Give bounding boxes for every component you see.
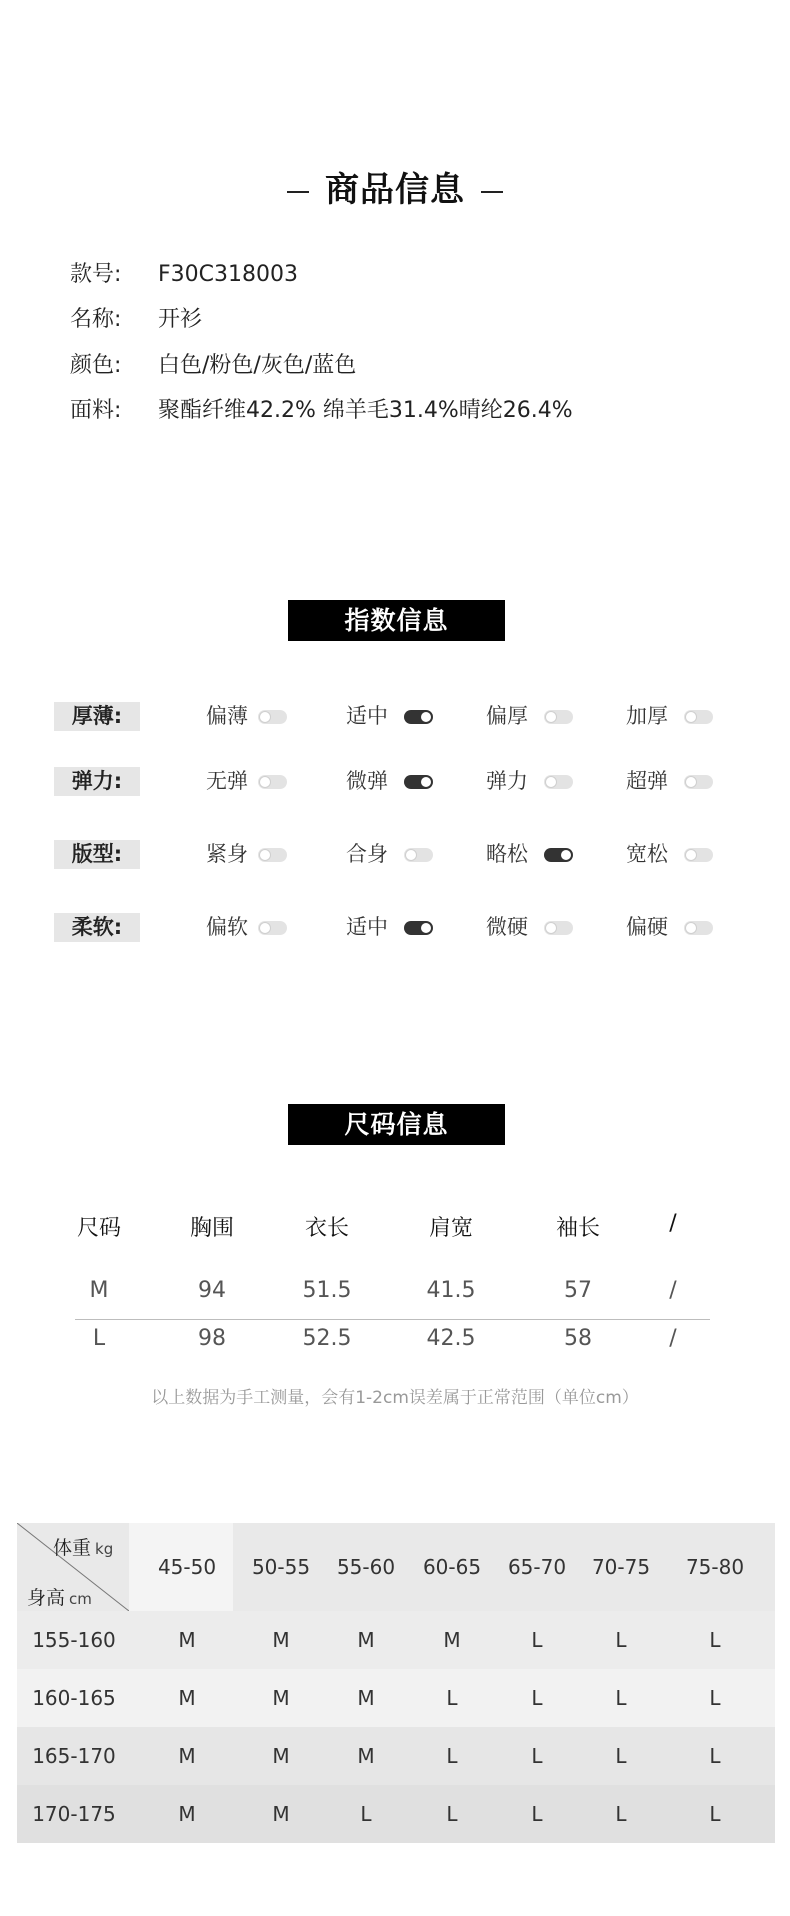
fit-grid-size-cell: L bbox=[446, 1744, 458, 1768]
index-option-label: 微弹 bbox=[346, 769, 388, 793]
index-info-header: 指数信息 bbox=[288, 600, 505, 641]
info-key: 颜色: bbox=[70, 353, 122, 378]
corner-weight-label bbox=[53, 1533, 113, 1560]
fit-grid-size-cell: L bbox=[615, 1628, 627, 1652]
index-option-label: 偏薄 bbox=[206, 704, 248, 728]
fit-grid-row bbox=[17, 1727, 775, 1785]
size-header-cell: 袖长 bbox=[555, 1216, 601, 1241]
index-option-label: 加厚 bbox=[626, 704, 668, 728]
info-row-name bbox=[70, 302, 202, 333]
toggle-off-icon bbox=[404, 848, 433, 862]
fit-grid-size-cell: L bbox=[531, 1802, 543, 1826]
size-table-cell: 58 bbox=[564, 1326, 592, 1351]
info-key: 面料: bbox=[70, 398, 122, 423]
index-option-label: 超弹 bbox=[626, 769, 668, 793]
index-option-label: 紧身 bbox=[206, 842, 248, 866]
corner-weight-unit: kg bbox=[95, 1540, 114, 1558]
fit-grid-size-cell: L bbox=[531, 1686, 543, 1710]
fit-grid-row bbox=[17, 1611, 775, 1669]
fit-grid-height-cell: 155-160 bbox=[32, 1628, 116, 1652]
fit-grid bbox=[17, 1523, 775, 1843]
fit-grid-size-cell: M bbox=[272, 1802, 290, 1826]
index-option-label: 合身 bbox=[346, 842, 388, 866]
index-option-label: 宽松 bbox=[626, 842, 668, 866]
fit-grid-row bbox=[17, 1785, 775, 1843]
fit-grid-size-cell: M bbox=[272, 1628, 290, 1652]
corner-weight-text: 体重 bbox=[53, 1537, 92, 1559]
fit-grid-height-cell: 165-170 bbox=[32, 1744, 116, 1768]
info-key: 款号: bbox=[70, 262, 122, 287]
toggle-off-icon bbox=[544, 921, 573, 935]
toggle-on-icon bbox=[404, 921, 433, 935]
index-row-label: 厚薄: bbox=[54, 702, 140, 731]
fit-grid-weight-cell: 75-80 bbox=[685, 1555, 745, 1579]
fit-grid-weight-cell: 55-60 bbox=[336, 1555, 396, 1579]
fit-grid-size-cell: L bbox=[360, 1802, 372, 1826]
size-table-cell: L bbox=[92, 1326, 106, 1351]
corner-height-unit: cm bbox=[69, 1590, 92, 1608]
fit-grid-size-cell: L bbox=[615, 1744, 627, 1768]
fit-grid-size-cell: M bbox=[357, 1744, 375, 1768]
fit-grid-row bbox=[17, 1669, 775, 1727]
fit-grid-size-cell: M bbox=[357, 1686, 375, 1710]
index-option-label: 偏硬 bbox=[626, 915, 668, 939]
fit-grid-size-cell: M bbox=[357, 1628, 375, 1652]
size-table-cell: M bbox=[89, 1278, 109, 1303]
toggle-off-icon bbox=[684, 848, 713, 862]
size-table-cell: 52.5 bbox=[302, 1326, 352, 1351]
toggle-on-icon bbox=[404, 775, 433, 789]
size-header-cell: 衣长 bbox=[304, 1216, 350, 1241]
info-value: 聚酯纤维42.2% 绵羊毛31.4%晴纶26.4% bbox=[158, 398, 573, 423]
fit-grid-size-cell: L bbox=[531, 1628, 543, 1652]
index-option-label: 无弹 bbox=[206, 769, 248, 793]
toggle-off-icon bbox=[684, 710, 713, 724]
fit-grid-size-cell: M bbox=[272, 1686, 290, 1710]
index-row-label: 柔软: bbox=[54, 913, 140, 942]
toggle-off-icon bbox=[684, 775, 713, 789]
index-option-label: 适中 bbox=[346, 704, 388, 728]
index-option-label: 适中 bbox=[346, 915, 388, 939]
size-table-cell: 94 bbox=[198, 1278, 226, 1303]
toggle-off-icon bbox=[258, 848, 287, 862]
index-option-label: 弹力 bbox=[486, 769, 528, 793]
size-header-cell: / bbox=[669, 1211, 677, 1236]
size-info-header: 尺码信息 bbox=[288, 1104, 505, 1145]
fit-grid-size-cell: L bbox=[446, 1686, 458, 1710]
size-table-cell: 51.5 bbox=[302, 1278, 352, 1303]
product-info-title-text: 商品信息 bbox=[325, 170, 465, 210]
fit-grid-size-cell: M bbox=[178, 1744, 196, 1768]
toggle-on-icon bbox=[544, 848, 573, 862]
index-row-label: 弹力: bbox=[54, 767, 140, 796]
title-dash-right bbox=[481, 191, 503, 193]
fit-grid-header-row bbox=[17, 1523, 775, 1611]
toggle-off-icon bbox=[684, 921, 713, 935]
index-option-label: 略松 bbox=[486, 842, 528, 866]
size-table-cell: / bbox=[669, 1278, 677, 1303]
size-table-cell: 42.5 bbox=[426, 1326, 476, 1351]
fit-grid-corner bbox=[17, 1523, 129, 1611]
fit-grid-size-cell: M bbox=[272, 1744, 290, 1768]
fit-grid-size-cell: L bbox=[709, 1744, 721, 1768]
info-row-color bbox=[70, 348, 356, 379]
size-header-cell: 肩宽 bbox=[428, 1216, 474, 1241]
fit-grid-size-cell: L bbox=[531, 1744, 543, 1768]
corner-height-label bbox=[27, 1583, 92, 1610]
fit-grid-size-cell: L bbox=[615, 1686, 627, 1710]
fit-grid-weight-cell: 70-75 bbox=[591, 1555, 651, 1579]
fit-grid-weight-cell: 60-65 bbox=[422, 1555, 482, 1579]
product-info-title bbox=[0, 162, 790, 211]
info-value: 白色/粉色/灰色/蓝色 bbox=[158, 353, 357, 378]
size-header-cell: 胸围 bbox=[189, 1216, 235, 1241]
info-value: 开衫 bbox=[158, 307, 203, 332]
corner-height-text: 身高 bbox=[27, 1587, 66, 1609]
fit-grid-weight-cell: 50-55 bbox=[251, 1555, 311, 1579]
fit-grid-size-cell: L bbox=[446, 1802, 458, 1826]
toggle-off-icon bbox=[258, 710, 287, 724]
fit-grid-size-cell: M bbox=[443, 1628, 461, 1652]
info-row-style-no bbox=[70, 257, 298, 288]
fit-grid-size-cell: L bbox=[709, 1686, 721, 1710]
fit-grid-weight-cell: 45-50 bbox=[157, 1555, 217, 1579]
size-table-divider bbox=[75, 1319, 710, 1320]
index-row-label: 版型: bbox=[54, 840, 140, 869]
fit-grid-size-cell: M bbox=[178, 1628, 196, 1652]
size-table-cell: 98 bbox=[198, 1326, 226, 1351]
fit-grid-size-cell: L bbox=[709, 1628, 721, 1652]
info-row-fabric bbox=[70, 393, 573, 424]
index-option-label: 微硬 bbox=[486, 915, 528, 939]
index-option-label: 偏厚 bbox=[486, 704, 528, 728]
toggle-off-icon bbox=[258, 921, 287, 935]
fit-grid-height-cell: 160-165 bbox=[32, 1686, 116, 1710]
size-note: 以上数据为手工测量，会有1-2cm误差属于正常范围（单位cm） bbox=[151, 1388, 639, 1408]
size-table-cell: 57 bbox=[564, 1278, 592, 1303]
fit-grid-weight-cell: 65-70 bbox=[507, 1555, 567, 1579]
info-key: 名称: bbox=[70, 307, 122, 332]
size-table-cell: / bbox=[669, 1326, 677, 1351]
fit-grid-size-cell: M bbox=[178, 1686, 196, 1710]
info-value: F30C318003 bbox=[158, 262, 298, 287]
fit-grid-size-cell: L bbox=[709, 1802, 721, 1826]
size-table-cell: 41.5 bbox=[426, 1278, 476, 1303]
fit-grid-size-cell: M bbox=[178, 1802, 196, 1826]
index-option-label: 偏软 bbox=[206, 915, 248, 939]
toggle-on-icon bbox=[404, 710, 433, 724]
fit-grid-height-cell: 170-175 bbox=[32, 1802, 116, 1826]
toggle-off-icon bbox=[544, 775, 573, 789]
toggle-off-icon bbox=[258, 775, 287, 789]
fit-grid-size-cell: L bbox=[615, 1802, 627, 1826]
title-dash-left bbox=[287, 191, 309, 193]
toggle-off-icon bbox=[544, 710, 573, 724]
size-header-cell: 尺码 bbox=[76, 1216, 122, 1241]
